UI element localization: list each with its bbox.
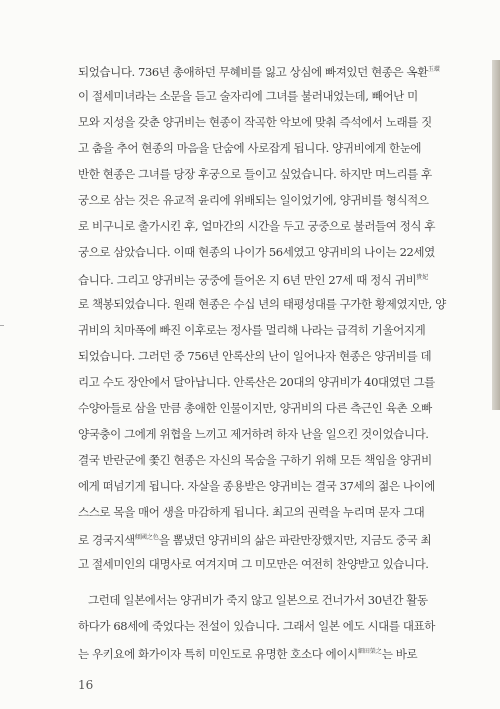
- text-line: 로 경국지색$^{傾國之色}$을 뽐냈던 양귀비의 삶은 파란만장했지만, 지금도 중국 최: [78, 532, 432, 547]
- text-line: 스스로 목을 매어 생을 마감하게 됩니다. 최고의 권력을 누리며 문자 그대: [78, 505, 425, 519]
- text-line: 이 절세미녀라는 소문을 듣고 술자리에 그녀를 불러내었는데, 빼어난 미: [78, 89, 418, 103]
- hanja-annotation: 傾國之色: [134, 534, 159, 541]
- text-line: 결국 반란군에 쫓긴 현종은 자신의 목숨을 구하기 위해 모든 책임을 양귀비: [78, 453, 432, 467]
- text-line: 고 춤을 추어 현종의 마음을 단숨에 사로잡게 됩니다. 양귀비에게 한눈에: [78, 141, 422, 155]
- page-number: 16: [78, 678, 94, 692]
- text-line: 는 우키요에 화가이자 특히 미인도로 유명한 호소다 에이시$^{細田榮之}$는 바로: [78, 646, 418, 661]
- text-line: 하다가 68세에 죽었다는 전설이 있습니다. 그래서 일본 에도 시대를 대표하: [78, 619, 435, 633]
- text-line: 궁으로 삼는 것은 유교적 윤리에 위배되는 일이었기에, 양귀비를 형식적으: [78, 193, 429, 207]
- text-line: 귀비의 치마폭에 빠진 이후로는 정사를 멀리해 나라는 급격히 기울어지게: [78, 323, 426, 337]
- text-line: 수양아들로 삼을 만큼 총애한 인물이지만, 양귀비의 다른 측근인 육촌 오빠: [78, 401, 432, 415]
- text-line: 로 비구니로 출가시킨 후, 얼마간의 시간을 두고 궁중으로 불러들여 정식 후: [78, 219, 436, 233]
- text-line: 습니다. 그리고 양귀비는 궁중에 들어온 지 6년 만인 27세 때 정식 귀비$^{貴妃}$: [78, 272, 429, 287]
- text-line: 에게 떠넘기게 됩니다. 자살을 종용받은 양귀비는 결국 37세의 젊은 나이에: [78, 479, 435, 493]
- hanja-annotation: 玉環: [427, 66, 440, 73]
- hanja-annotation: 貴妃: [416, 274, 429, 281]
- text-line: 그런데 일본에서는 양귀비가 죽지 않고 일본으로 건너가서 30년간 활동: [88, 593, 428, 607]
- text-line: 되었습니다. 그러던 중 756년 안록산의 난이 일어나자 현종은 양귀비를 데: [78, 349, 432, 363]
- text-line: 로 책봉되었습니다. 원래 현종은 수십 년의 태평성대를 구가한 황제였지만, 양: [78, 297, 446, 311]
- text-line: 궁으로 삼았습니다. 이때 현종의 나이가 56세였고 양귀비의 나이는 22세였: [78, 245, 435, 259]
- text-line: 반한 현종은 그녀를 당장 후궁으로 들이고 싶었습니다. 하지만 며느리를 후: [78, 167, 432, 181]
- text-line: 리고 수도 장안에서 달아납니다. 안록산은 20대의 양귀비가 40대였던 그를: [78, 375, 435, 389]
- facing-page-edge: [492, 60, 500, 410]
- hanja-annotation: 細田榮之: [357, 648, 382, 655]
- text-line: 되었습니다. 736년 총애하던 무혜비를 잃고 상심에 빠져있던 현종은 옥환$^{玉環}$: [78, 64, 440, 79]
- text-line: 고 절세미인의 대명사로 여겨지며 그 미모만은 여전히 찬양받고 있습니다.: [78, 557, 429, 571]
- text-line: 모와 지성을 갖춘 양귀비는 현종이 작곡한 악보에 맞춰 즉석에서 노래를 짓: [78, 115, 432, 129]
- text-line: 양국충이 그에게 위협을 느끼고 제거하려 하자 난을 일으킨 것이었습니다.: [78, 427, 429, 441]
- margin-mark: [0, 325, 4, 326]
